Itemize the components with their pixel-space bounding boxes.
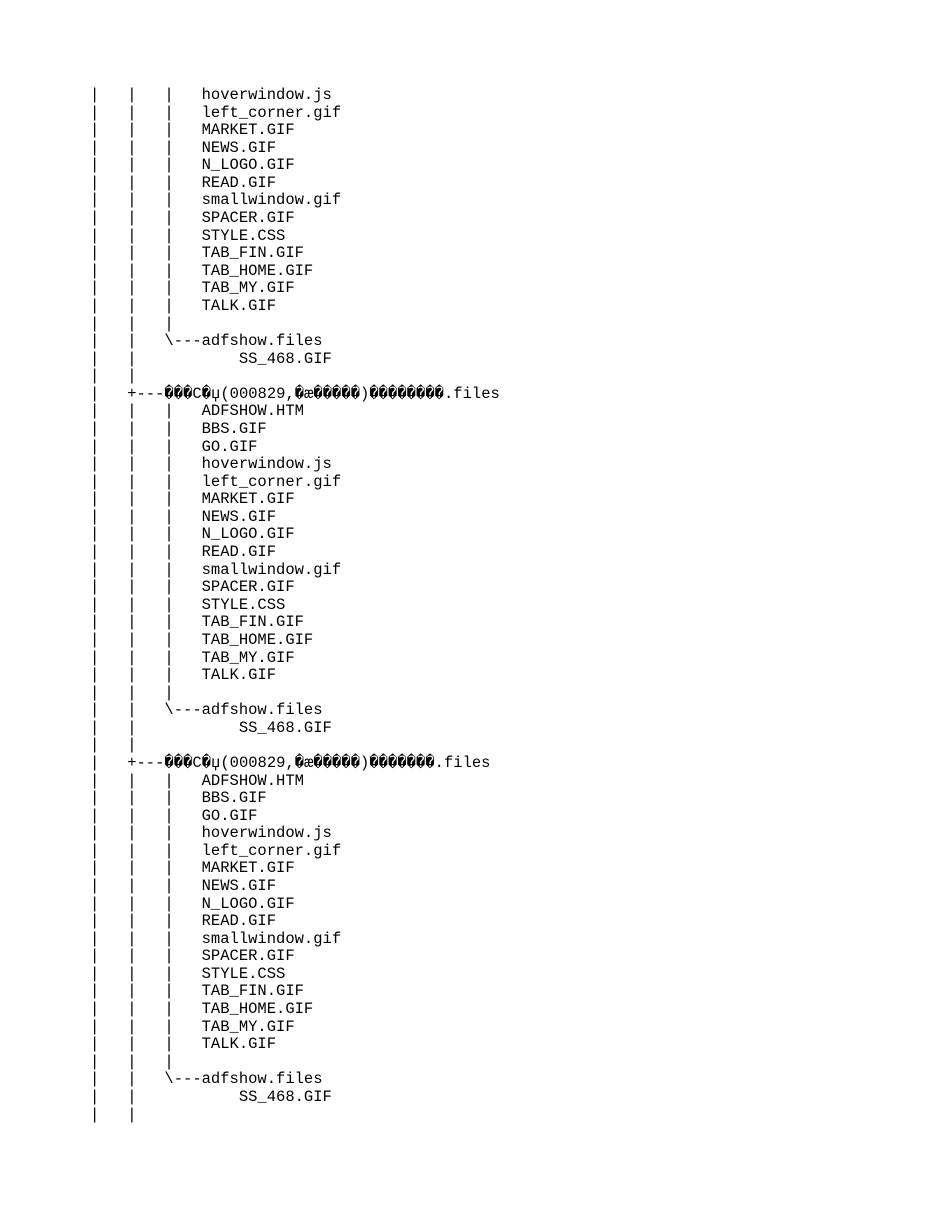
tree-line: | |: [90, 367, 137, 386]
tree-line: | | | TALK.GIF: [90, 1035, 277, 1054]
tree-line: | | | READ.GIF: [90, 912, 277, 931]
tree-line: | | | SPACER.GIF: [90, 578, 295, 597]
tree-line: | | | left_corner.gif: [90, 103, 342, 122]
tree-line: | | | BBS.GIF: [90, 789, 267, 808]
tree-line: | | | TAB_FIN.GIF: [90, 613, 304, 632]
tree-line: | | | STYLE.CSS: [90, 595, 286, 614]
tree-line: | | | ADFSHOW.HTM: [90, 402, 304, 421]
tree-line: | | | hoverwindow.js: [90, 824, 332, 843]
tree-line: | | | SPACER.GIF: [90, 209, 295, 228]
tree-line: | | | N_LOGO.GIF: [90, 156, 295, 175]
tree-line: | |: [90, 736, 137, 755]
tree-line: | | | TAB_MY.GIF: [90, 279, 295, 298]
tree-line: | | | NEWS.GIF: [90, 507, 277, 526]
tree-line: | +---���C�џ(000829,�æ�����)�������.files: [90, 753, 491, 772]
tree-line: | | | READ.GIF: [90, 543, 277, 562]
tree-line: | | | smallwindow.gif: [90, 560, 342, 579]
tree-line: | | | left_corner.gif: [90, 841, 342, 860]
tree-line: | | | MARKET.GIF: [90, 859, 295, 878]
tree-line: | | | MARKET.GIF: [90, 121, 295, 140]
tree-line: | | | MARKET.GIF: [90, 490, 295, 509]
tree-line: | | | TAB_MY.GIF: [90, 648, 295, 667]
tree-line: | | | left_corner.gif: [90, 472, 342, 491]
tree-line: | | |: [90, 1052, 174, 1071]
tree-line: | | | BBS.GIF: [90, 419, 267, 438]
tree-line: | | | NEWS.GIF: [90, 877, 277, 896]
tree-line: | | | GO.GIF: [90, 806, 258, 825]
tree-line: | | | hoverwindow.js: [90, 455, 332, 474]
tree-line: | | SS_468.GIF: [90, 349, 332, 368]
tree-line: | | | SPACER.GIF: [90, 947, 295, 966]
tree-line: | | | TAB_FIN.GIF: [90, 244, 304, 263]
tree-line: | | |: [90, 314, 174, 333]
tree-line: | +---���C�џ(000829,�æ�����)��������.files: [90, 384, 500, 403]
tree-line: | | | N_LOGO.GIF: [90, 894, 295, 913]
tree-line: | | \---adfshow.files: [90, 1070, 323, 1089]
tree-line: | | | TAB_FIN.GIF: [90, 982, 304, 1001]
tree-line: | | | READ.GIF: [90, 173, 277, 192]
tree-line: | | |: [90, 683, 174, 702]
tree-line: | | | TALK.GIF: [90, 666, 277, 685]
tree-line: | | | GO.GIF: [90, 437, 258, 456]
tree-line: | | | TAB_HOME.GIF: [90, 630, 314, 649]
tree-line: | | | STYLE.CSS: [90, 964, 286, 983]
tree-line: | | SS_468.GIF: [90, 1087, 332, 1106]
tree-line: | | | TAB_HOME.GIF: [90, 261, 314, 280]
tree-line: | | | TAB_HOME.GIF: [90, 1000, 314, 1019]
tree-line: | | | hoverwindow.js: [90, 86, 332, 104]
tree-line: | | | N_LOGO.GIF: [90, 525, 295, 544]
tree-line: | | | smallwindow.gif: [90, 929, 342, 948]
tree-line: | | \---adfshow.files: [90, 701, 323, 720]
directory-tree-listing: [90, 87, 500, 1124]
tree-line: | | | TAB_MY.GIF: [90, 1017, 295, 1036]
tree-line: | | SS_468.GIF: [90, 718, 332, 737]
tree-line: | | | STYLE.CSS: [90, 226, 286, 245]
tree-line: | | | ADFSHOW.HTM: [90, 771, 304, 790]
tree-line: | | | TALK.GIF: [90, 296, 277, 315]
tree-line: | | | smallwindow.gif: [90, 191, 342, 210]
tree-line: | | | NEWS.GIF: [90, 138, 277, 157]
tree-line: | |: [90, 1105, 137, 1124]
tree-line: | | \---adfshow.files: [90, 332, 323, 351]
